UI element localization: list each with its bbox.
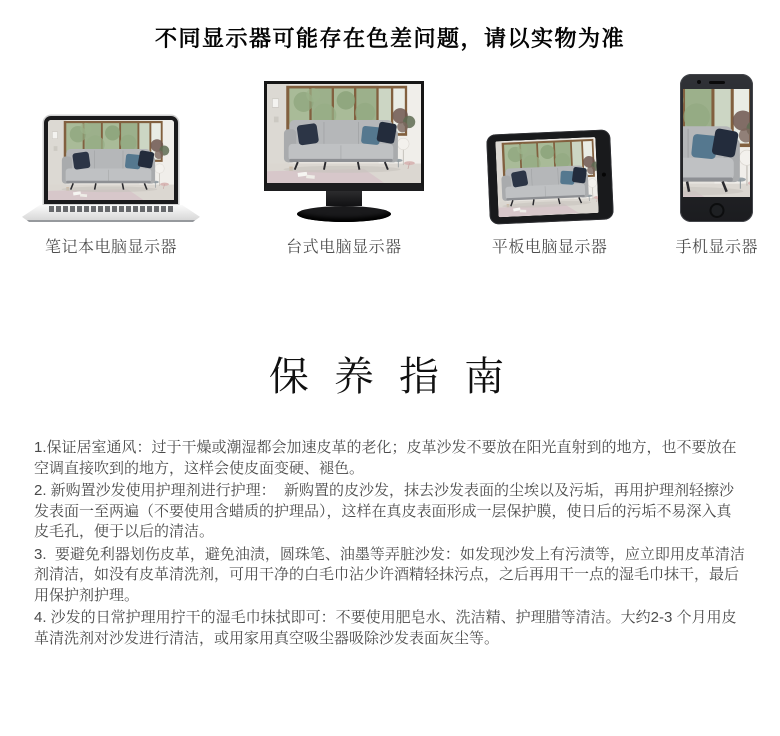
phone-camera-dot: [697, 80, 701, 84]
monitor-label: 台式电脑显示器: [286, 239, 402, 256]
device-laptop: [22, 116, 200, 257]
phone-label: 手机显示器: [675, 239, 758, 256]
phone-screen-image: [683, 89, 750, 197]
tablet-screen-image: [495, 137, 598, 217]
device-preview-row: [22, 93, 758, 257]
care-guide-item-4: 4. 沙发的日常护理用拧干的湿毛巾抹拭即可：不要使用肥皂水、洗洁精、护理腊等清洁。大约2-3 个月用皮革清洗剂对沙发进行清洁，或用家用真空吸尘器吸除沙发表面灰尘等。: [34, 609, 737, 647]
device-monitor: [264, 81, 424, 257]
care-guide-title: 保 养 指 南: [268, 355, 512, 399]
laptop-icon: [22, 116, 200, 222]
laptop-keyboard-base: [22, 205, 200, 222]
phone-home-button: [709, 203, 724, 218]
laptop-label: 笔记本电脑显示器: [44, 239, 177, 256]
monitor-screen-image: [264, 81, 424, 191]
care-guide-text: [34, 438, 746, 649]
care-guide-item-3: 3. 要避免利器划伤皮革，避免油渍，圆珠笔、油墨等弄脏沙发：如发现沙发上有污渍等，应立即用皮革清洁剂清洁，如没有皮革清洗剂，可用干净的白毛巾沾少许酒精轻抹污点，之后再用干一点的湿毛巾抹干，最后用保护剂护理。: [34, 545, 745, 604]
device-phone: [675, 74, 758, 257]
device-tablet: [488, 132, 612, 257]
care-guide-item-2: 2. 新购置沙发使用护理剂进行护理： 新购置的皮沙发，抹去沙发表面的尘埃以及污垢，再用护理剂轻擦沙发表面一至两遍（不要使用含蜡质的护理品），这样在真皮表面形成一层保护膜，使日后的污垢不易深入真皮毛孔，便于以后的清洁。: [34, 482, 735, 540]
tablet-icon: [486, 129, 614, 224]
monitor-stand-base: [297, 206, 391, 222]
phone-speaker-slit: [709, 81, 725, 84]
monitor-icon: [264, 81, 424, 222]
monitor-stand-neck: [326, 191, 362, 206]
laptop-screen-image: [44, 116, 178, 204]
care-guide-item-1: 1.保证居室通风：过于干燥或潮湿都会加速皮革的老化；皮革沙发不要放在阳光直射到的地方，也不要放在空调直接吹到的地方，这样会使皮面变硬、褪色。: [34, 439, 737, 477]
color-disclaimer-heading: 不同显示器可能存在色差问题，请以实物为准: [154, 26, 625, 51]
tablet-label: 平板电脑显示器: [491, 239, 608, 256]
phone-icon: [680, 74, 753, 222]
monitor-logo: [331, 186, 357, 189]
tablet-camera-dot: [602, 173, 606, 177]
